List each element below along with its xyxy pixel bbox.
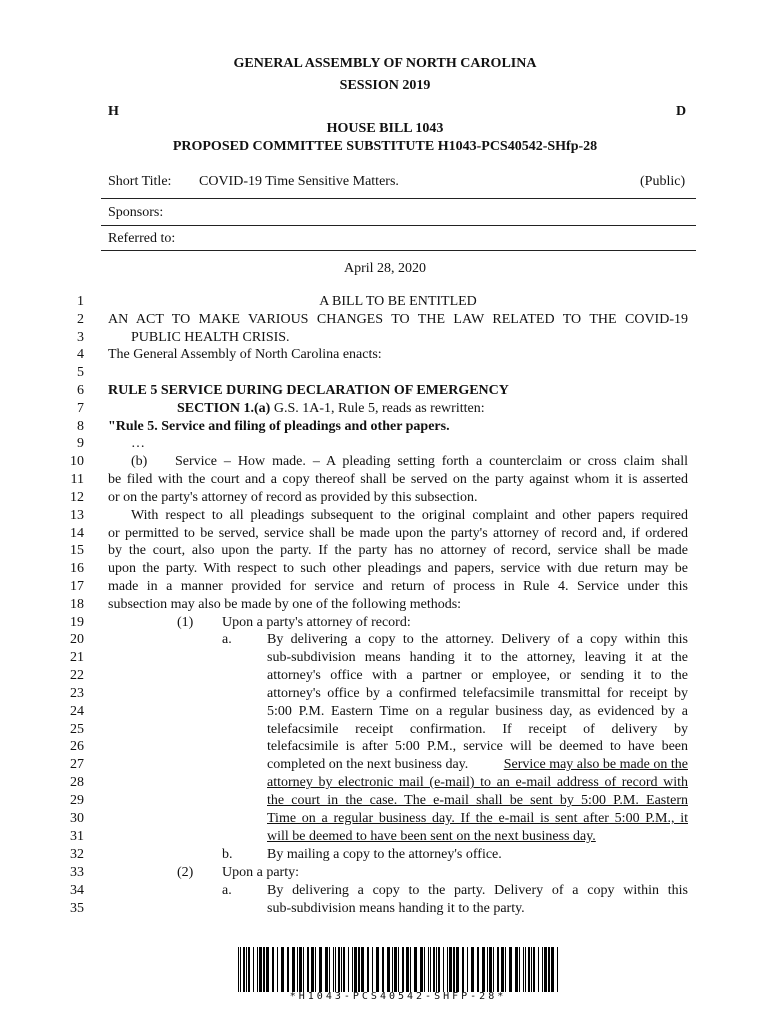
barcode-bar <box>471 947 474 992</box>
barcode-bar <box>438 947 440 992</box>
barcode-bar <box>449 947 452 992</box>
barcode-bar <box>410 947 411 992</box>
body-text: sub-subdivision means handing it to the party. <box>267 901 525 916</box>
barcode-bar <box>352 947 353 992</box>
barcode-bar <box>557 947 558 992</box>
barcode-bar <box>319 947 322 992</box>
body-text: 5:00 P.M. Eastern Time on a regular business day, as evidenced by a <box>267 704 688 719</box>
line-number: 28 <box>70 775 84 790</box>
barcode-bar <box>311 947 314 992</box>
divider <box>101 198 696 199</box>
barcode-bar <box>348 947 349 992</box>
divider <box>101 225 696 226</box>
body-text: or on the party's attorney of record as provided by this subsection. <box>108 490 478 505</box>
ellipsis: … <box>131 436 145 451</box>
inserted-text: the court in the case. The e-mail shall be sent by 5:00 P.M. Eastern <box>267 793 688 808</box>
body-text: Upon a party: <box>222 865 299 880</box>
sponsors-label: Sponsors: <box>108 205 164 220</box>
barcode-bar <box>392 947 393 992</box>
barcode-bar <box>240 947 241 992</box>
body-text: By delivering a copy to the attorney. Delivery of a copy within this <box>267 632 688 647</box>
body-text: be filed with the court and a copy thereof shall be served on the party against whom it is asserted <box>108 472 688 487</box>
body-text: attorney's office with a partner or employee, or sending it to the <box>267 668 688 683</box>
body-text: telefacsimile receipt confirmation. If receipt of delivery by <box>267 722 688 737</box>
enacting-clause: The General Assembly of North Carolina enacts: <box>108 347 382 362</box>
bill-entitled: A BILL TO BE ENTITLED <box>319 294 477 309</box>
line-number: 6 <box>77 383 84 398</box>
body-text: Service – How made. – A pleading setting forth a counterclaim or cross claim shall <box>175 454 688 469</box>
rule-heading: "Rule 5. Service and filing of pleadings and other papers. <box>108 419 450 434</box>
barcode-bar <box>303 947 304 992</box>
left-code: H <box>108 104 119 119</box>
barcode-bar <box>509 947 512 992</box>
barcode-text: *H1043-PCS40542-SHFP-28* <box>289 991 507 1002</box>
inserted-text: Time on a regular business day. If the e-mail is sent after 5:00 P.M., it <box>267 811 688 826</box>
line-number: 27 <box>70 757 84 772</box>
part-heading: RULE 5 SERVICE DURING DECLARATION OF EMERGENCY <box>108 383 509 398</box>
barcode-bar <box>406 947 409 992</box>
barcode-bar <box>372 947 373 992</box>
barcode-bar <box>394 947 397 992</box>
barcode-bar <box>533 947 535 992</box>
line-number: 35 <box>70 901 84 916</box>
barcode-bar <box>447 947 448 992</box>
barcode-bar <box>238 947 239 992</box>
subdivision-label: (2) <box>177 865 194 880</box>
item-label: b. <box>222 847 233 862</box>
barcode-bar <box>414 947 417 992</box>
line-number: 29 <box>70 793 84 808</box>
barcode-bar <box>277 947 278 992</box>
barcode-bar <box>297 947 298 992</box>
line-number: 19 <box>70 615 84 630</box>
right-code: D <box>676 104 687 119</box>
item-label: a. <box>222 632 232 647</box>
line-number: 2 <box>77 312 84 327</box>
barcode-bar <box>243 947 245 992</box>
line-number: 22 <box>70 668 84 683</box>
barcode-bar <box>263 947 265 992</box>
inserted-text: will be deemed to have been sent on the next business day. <box>267 829 596 844</box>
line-number: 21 <box>70 650 84 665</box>
body-text: subsection may also be made by one of the following methods: <box>108 597 462 612</box>
inserted-text: attorney by electronic mail (e-mail) to an e-mail address of record with <box>267 775 688 790</box>
line-number: 25 <box>70 722 84 737</box>
body-text: completed on the next business day. <box>267 757 469 772</box>
barcode-bar <box>335 947 336 992</box>
barcode-bar <box>453 947 455 992</box>
barcode-bar <box>428 947 429 992</box>
barcode-bar <box>299 947 302 992</box>
barcode-bar <box>523 947 524 992</box>
body-text: Upon a party's attorney of record: <box>222 615 411 630</box>
barcode-bar <box>315 947 316 992</box>
line-number: 8 <box>77 419 84 434</box>
line-number: 1 <box>77 294 84 309</box>
barcode-bar <box>443 947 444 992</box>
act-title-cont: PUBLIC HEALTH CRISIS. <box>131 330 290 345</box>
barcode-bar <box>272 947 274 992</box>
line-number: 33 <box>70 865 84 880</box>
barcode-bar <box>501 947 504 992</box>
barcode-bar <box>456 947 459 992</box>
line-number: 11 <box>70 472 84 487</box>
barcode-bar <box>482 947 485 992</box>
barcode-bar <box>358 947 360 992</box>
barcode-bar <box>333 947 334 992</box>
barcode-bar <box>248 947 250 992</box>
barcode-bar <box>544 947 547 992</box>
barcode-bar <box>376 947 379 992</box>
barcode-bar <box>489 947 492 992</box>
barcode-bar <box>505 947 506 992</box>
barcode-bar <box>467 947 468 992</box>
barcode <box>238 947 558 992</box>
barcode-bar <box>387 947 390 992</box>
barcode-bar <box>493 947 494 992</box>
line-number: 9 <box>77 436 84 451</box>
barcode-bar <box>531 947 532 992</box>
inserted-text: Service may also be made on the <box>503 757 688 772</box>
short-title-label: Short Title: <box>108 174 172 189</box>
line-number: 31 <box>70 829 84 844</box>
body-text: made in a manner provided for service and return of process in Rule 4. Service under this <box>108 579 688 594</box>
barcode-bar <box>424 947 425 992</box>
line-number: 15 <box>70 543 84 558</box>
barcode-bar <box>542 947 543 992</box>
barcode-bar <box>253 947 254 992</box>
item-label: a. <box>222 883 232 898</box>
line-number: 30 <box>70 811 84 826</box>
barcode-bar <box>361 947 364 992</box>
body-text: By mailing a copy to the attorney's office. <box>267 847 502 862</box>
body-text-mixed <box>267 757 688 773</box>
body-text: telefacsimile is after 5:00 P.M., service will be deemed to have been <box>267 739 688 754</box>
barcode-bar <box>354 947 357 992</box>
barcode-bar <box>246 947 247 992</box>
act-title: AN ACT TO MAKE VARIOUS CHANGES TO THE LAW RELATED TO THE COVID-19 <box>108 312 688 327</box>
barcode-bar <box>338 947 340 992</box>
body-text: upon the party. With respect to such other pleadings and papers, service with due return may be <box>108 561 688 576</box>
line-number: 14 <box>70 526 84 541</box>
barcode-bar <box>519 947 520 992</box>
line-number: 4 <box>77 347 84 362</box>
bill-date: April 28, 2020 <box>343 261 427 276</box>
barcode-bar <box>329 947 330 992</box>
barcode-bar <box>420 947 423 992</box>
body-text: or permitted to be served, service shall be made upon the party's attorney of record and, if ordered <box>108 526 688 541</box>
barcode-bar <box>436 947 437 992</box>
barcode-bar <box>538 947 539 992</box>
line-number: 10 <box>70 454 84 469</box>
barcode-bar <box>487 947 488 992</box>
barcode-bar <box>528 947 530 992</box>
barcode-bar <box>477 947 479 992</box>
barcode-bar <box>367 947 369 992</box>
barcode-bar <box>292 947 295 992</box>
substitute-title: PROPOSED COMMITTEE SUBSTITUTE H1043-PCS40542-SHfp-28 <box>172 139 598 154</box>
barcode-bar <box>266 947 269 992</box>
barcode-bar <box>515 947 518 992</box>
line-number: 20 <box>70 632 84 647</box>
barcode-bar <box>257 947 258 992</box>
body-text: By delivering a copy to the party. Delivery of a copy within this <box>267 883 688 898</box>
barcode-bar <box>433 947 435 992</box>
line-number: 34 <box>70 883 84 898</box>
barcode-bar <box>497 947 499 992</box>
section-text: G.S. 1A-1, Rule 5, reads as rewritten: <box>270 401 485 416</box>
line-number: 12 <box>70 490 84 505</box>
line-number: 3 <box>77 330 84 345</box>
barcode-bar <box>341 947 342 992</box>
line-number: 17 <box>70 579 84 594</box>
line-number: 18 <box>70 597 84 612</box>
line-number: 7 <box>77 401 84 416</box>
line-number: 16 <box>70 561 84 576</box>
body-text: attorney's office by a confirmed telefacsimile transmittal for receipt by <box>267 686 688 701</box>
body-text: With respect to all pleadings subsequent to the original complaint and other papers required <box>131 508 688 523</box>
barcode-bar <box>307 947 309 992</box>
divider <box>101 250 696 251</box>
line-number: 24 <box>70 704 84 719</box>
barcode-bar <box>525 947 526 992</box>
barcode-bar <box>462 947 464 992</box>
subsection-label: (b) <box>131 454 148 469</box>
barcode-bar <box>398 947 399 992</box>
barcode-bar <box>382 947 384 992</box>
assembly-heading: GENERAL ASSEMBLY OF NORTH CAROLINA <box>233 56 537 71</box>
barcode-bar <box>325 947 328 992</box>
line-number: 23 <box>70 686 84 701</box>
barcode-bar <box>259 947 262 992</box>
body-text: by the court, also upon the party. If the party has no attorney of record, service shall be made <box>108 543 688 558</box>
body-text: sub-subdivision means handing it to the attorney, leaving it at the <box>267 650 688 665</box>
barcode-bar <box>430 947 431 992</box>
barcode-bar <box>402 947 404 992</box>
line-number: 32 <box>70 847 84 862</box>
subdivision-label: (1) <box>177 615 194 630</box>
section-label: SECTION 1.(a) <box>177 401 271 416</box>
session-heading: SESSION 2019 <box>339 78 431 93</box>
barcode-bar <box>548 947 550 992</box>
barcode-bar <box>281 947 284 992</box>
line-number: 5 <box>77 365 84 380</box>
barcode-bar <box>287 947 289 992</box>
referred-label: Referred to: <box>108 231 176 246</box>
bill-number: HOUSE BILL 1043 <box>326 121 444 136</box>
line-number: 26 <box>70 739 84 754</box>
section-line <box>177 401 485 417</box>
barcode-bar <box>343 947 345 992</box>
public-label: (Public) <box>640 174 686 189</box>
line-number: 13 <box>70 508 84 523</box>
short-title: COVID-19 Time Sensitive Matters. <box>199 174 399 189</box>
barcode-bar <box>551 947 554 992</box>
